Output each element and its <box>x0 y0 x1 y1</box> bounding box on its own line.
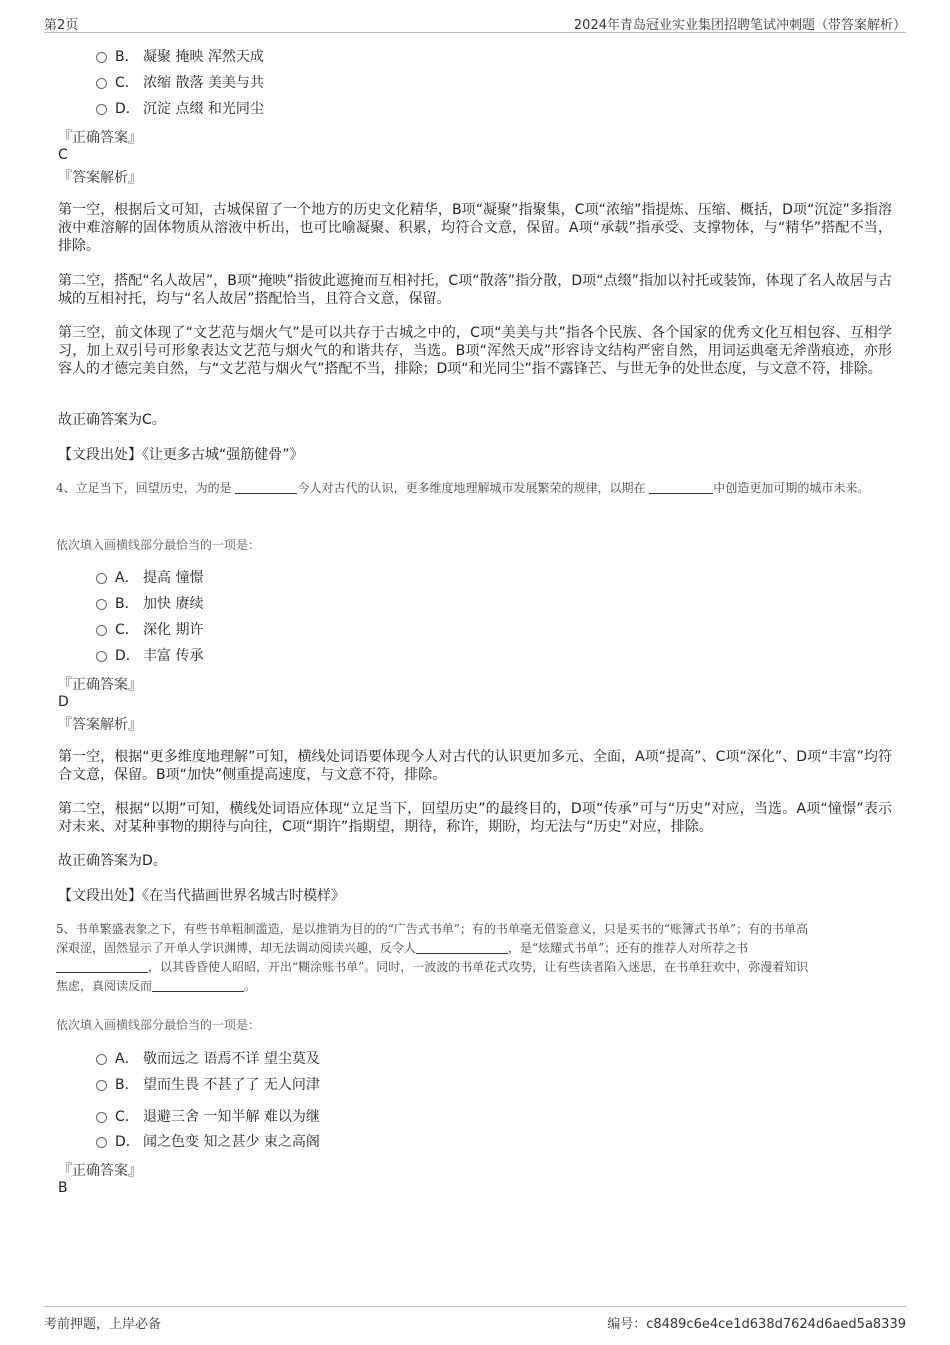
q4-answer: D <box>58 694 69 710</box>
q4-option-b[interactable]: B． 加快 赓续 <box>96 595 203 613</box>
q4-analysis-label: 『答案解析』 <box>58 717 142 733</box>
document-code: 编号：c8489c6e4ce1d638d7624d6aed5a8339 <box>607 1317 906 1332</box>
q3-analysis-p3: 第三空，前文体现了“文艺范与烟火气”是可以共存于古城之中的，C项“美美与共”指各个民族、各个国家的优秀文化互相包容、互相学习，加上双引号可形象表达文艺范与烟火气的和谐共存，当选。B项“浑然天成”形容诗文结构严密自然，用词运典毫无斧凿痕迹，亦形容人的才德完美自然，与“文艺范与烟火气”搭配不当，排除；D项“和光同尘”指不露锋芒、与世无争的处世态度，与文意不符，排除。 <box>58 325 892 377</box>
q3-analysis-p2: 第二空，搭配“名人故居”，B项“掩映”指彼此遮掩而互相衬托，C项“散落”指分散，D项“点缀”指加以衬托或装饰，体现了名人故居与古城的互相衬托，均与“名人故居”搭配恰当，且符合文意，保留。 <box>58 273 892 307</box>
q4-question: 4、立足当下，回望历史，为的是 今人对古代的认识，更多维度地理解城市发展繁荣的规律，以期在 中创造更加可期的城市未来。 <box>56 481 870 495</box>
q3-analysis-p1: 第一空，根据后文可知，古城保留了一个地方的历史文化精华，B项“凝聚”指聚集，C项“浓缩”指提炼、压缩、概括，D项“沉淀”多指溶液中难溶解的固体物质从溶液中析出，也可比喻凝聚、积累，均符合文意，保留。A项“承载”指承受、支撑物体，与“精华”搭配不当，排除。 <box>58 202 892 254</box>
radio-icon[interactable] <box>96 104 107 115</box>
q4-option-a[interactable]: A． 提高 憧憬 <box>96 569 203 587</box>
q4-option-c[interactable]: C． 深化 期许 <box>96 621 203 639</box>
q5-answer-label: 『正确答案』 <box>58 1163 142 1179</box>
q5-answer: B <box>58 1180 68 1196</box>
blank-line <box>56 960 148 973</box>
blank-line <box>152 979 244 992</box>
q3-option-b[interactable]: B． 凝聚 掩映 浑然天成 <box>96 48 264 66</box>
q4-answer-label: 『正确答案』 <box>58 677 142 693</box>
q4-analysis-p1: 第一空，根据“更多维度地理解”可知，横线处词语要体现今人对古代的认识更加多元、全面，A项“提高”、C项“深化”、D项“丰富”均符合文意，保留。B项“加快”侧重提高速度，与文意不符，排除。 <box>58 749 892 783</box>
q5-question: 5、书单繁盛表象之下，有些书单粗制滥造，是以推销为目的的“广告式书单”；有的书单毫无借鉴意义，只是买书的“账簿式书单”；有的书单高 深艰涩，固然显示了开单人学识渊博，却无法调动阅读兴趣，反令人 ，是“炫耀式书单”；还有的推荐人对所荐之书 ，以其昏昏使人昭昭，开出“糊涂账书单”。同时，一波波的书单花式攻势，让有些读者陷入迷思，在书单狂欢中，弥漫着知识 焦虑，真阅读反而 。 <box>56 922 809 993</box>
blank-line <box>416 941 508 954</box>
q5-option-d[interactable]: D． 闻之色变 知之甚少 束之高阁 <box>96 1133 320 1151</box>
q4-analysis-p3: 故正确答案为D。 <box>58 853 167 869</box>
q5-hint: 依次填入画横线部分最恰当的一项是： <box>56 1018 261 1032</box>
q4-option-d[interactable]: D． 丰富 传承 <box>96 647 203 665</box>
q4-hint: 依次填入画横线部分最恰当的一项是： <box>56 538 261 552</box>
radio-icon[interactable] <box>96 78 107 89</box>
q3-analysis-label: 『答案解析』 <box>58 170 142 186</box>
radio-icon[interactable] <box>96 1080 107 1091</box>
document-title: 2024年青岛冠业实业集团招聘笔试冲刺题（带答案解析） <box>573 18 906 33</box>
q3-source: 【文段出处】《让更多古城“强筋健骨”》 <box>58 447 304 463</box>
radio-icon[interactable] <box>96 1112 107 1123</box>
page-number: 第2页 <box>44 18 79 33</box>
footer-slogan: 考前押题，上岸必备 <box>44 1317 162 1332</box>
radio-icon[interactable] <box>96 1137 107 1148</box>
q3-option-d[interactable]: D． 沉淀 点缀 和光同尘 <box>96 100 264 118</box>
page-footer <box>44 1306 906 1331</box>
q3-option-c[interactable]: C． 浓缩 散落 美美与共 <box>96 74 264 92</box>
radio-icon[interactable] <box>96 52 107 63</box>
radio-icon[interactable] <box>96 599 107 610</box>
radio-icon[interactable] <box>96 1054 107 1065</box>
q5-option-c[interactable]: C． 退避三舍 一知半解 难以为继 <box>96 1108 320 1126</box>
q4-source: 【文段出处】《在当代描画世界名城古时模样》 <box>58 888 345 904</box>
q3-answer-label: 『正确答案』 <box>58 130 142 146</box>
radio-icon[interactable] <box>96 651 107 662</box>
q4-analysis-p2: 第二空，根据“以期”可知，横线处词语应体现“立足当下，回望历史”的最终目的，D项“传承”可与“历史”对应，当选。A项“憧憬”表示对未来、对某种事物的期待与向往，C项“期许”指期望，期待，称许，期盼，均无法与“历史”对应，排除。 <box>58 801 892 835</box>
page-header <box>44 10 906 33</box>
blank-line <box>649 481 713 494</box>
q3-analysis-p4: 故正确答案为C。 <box>58 412 166 428</box>
q3-answer: C <box>58 147 68 163</box>
blank-line <box>235 481 297 494</box>
q5-option-a[interactable]: A． 敬而远之 语焉不详 望尘莫及 <box>96 1050 320 1068</box>
radio-icon[interactable] <box>96 625 107 636</box>
radio-icon[interactable] <box>96 573 107 584</box>
q5-option-b[interactable]: B． 望而生畏 不甚了了 无人问津 <box>96 1076 320 1094</box>
